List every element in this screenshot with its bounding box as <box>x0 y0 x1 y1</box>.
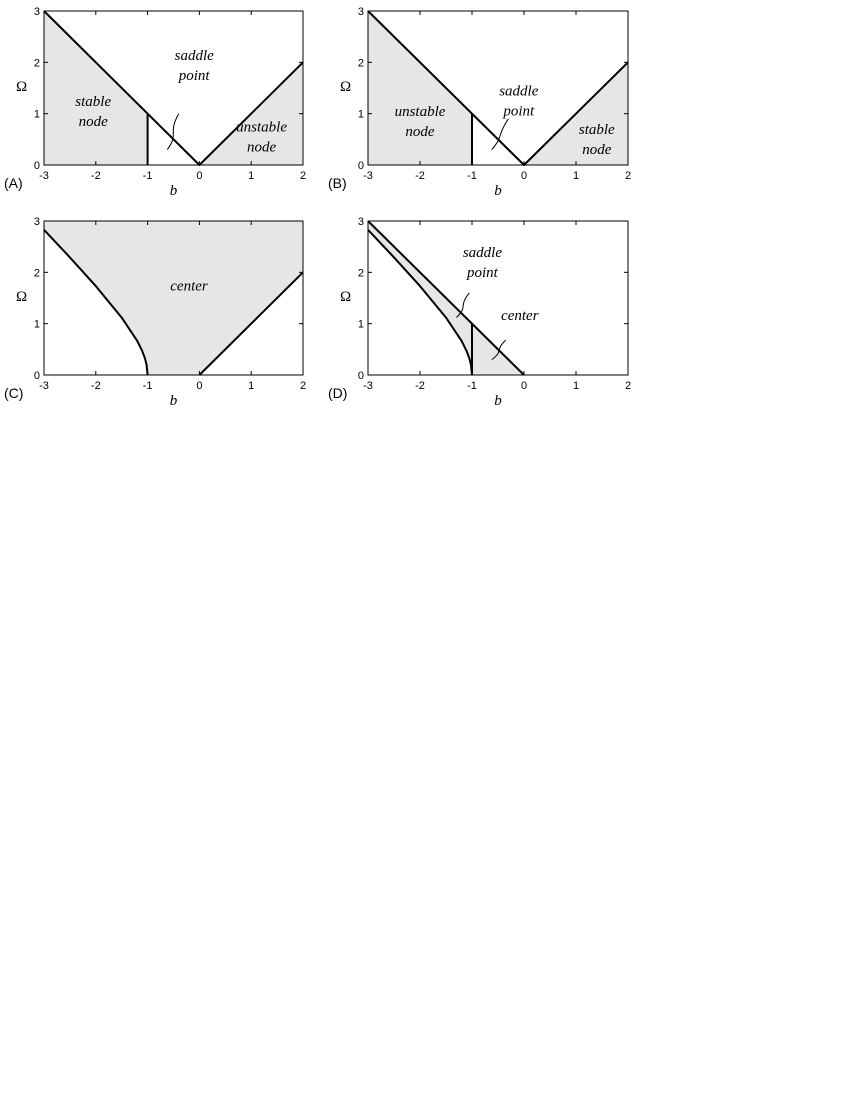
panel-a-region-label-2-line-0: unstable <box>236 119 288 136</box>
panel-a-x-tick-label-5: 2 <box>299 170 307 182</box>
panel-d-region-label-1 <box>501 308 539 324</box>
panel-a-region-label-1-line-0: saddle <box>174 47 214 64</box>
panel-c-regions <box>44 221 303 375</box>
panel-b-y-axis-label: Ω <box>340 79 352 95</box>
panel-d-y-tick-label-3: 3 <box>357 216 364 228</box>
panel-b-region-label-1-line-0: saddle <box>499 83 539 100</box>
panel-a-region-label-0-line-1: node <box>78 114 108 130</box>
panel-c-shaded-region-0 <box>44 221 303 375</box>
panel-c-y-tick-label-0: 0 <box>33 370 40 382</box>
panel-c-x-tick-label-3: 0 <box>196 380 203 392</box>
panel-b-shaded-region-0 <box>368 11 472 165</box>
panel-c-region-label-0-line-0: center <box>170 278 208 295</box>
panel-c-x-axis-label: b <box>169 393 178 409</box>
panel-a-region-label-2-line-1: node <box>247 139 277 156</box>
panel-a-region-label-1 <box>175 48 215 84</box>
panel-b-x-axis-label: b <box>494 183 502 199</box>
panel-c-x-tick-label-2: -1 <box>142 380 153 392</box>
panel-b <box>328 6 631 199</box>
panel-c-y-tick-label-1: 1 <box>33 318 40 331</box>
panel-c-y-axis-label: Ω <box>16 289 28 305</box>
panel-b-y-tick-label-2: 2 <box>357 57 364 70</box>
panel-d-x-tick-label-1: -2 <box>415 380 425 392</box>
panel-b-region-label-2-line-1: node <box>582 142 612 159</box>
panel-b-pointers <box>492 119 509 150</box>
panel-a-y-tick-label-1: 1 <box>33 108 40 121</box>
panel-a-pointers <box>167 114 178 150</box>
panel-c-region-labels <box>170 278 208 294</box>
panel-d-x-tick-label-0: -3 <box>363 380 373 392</box>
panel-d-region-label-0 <box>463 245 503 281</box>
panel-c-x-tick-label-1: -2 <box>90 380 101 392</box>
panel-b-tag: (B) <box>328 175 347 191</box>
panel-a-x-tick-label-4: 1 <box>248 170 255 182</box>
panel-d-y-tick-label-2: 2 <box>357 267 364 280</box>
panel-c-x-tick-label-5: 2 <box>299 380 307 392</box>
panel-a-region-label-0-line-0: stable <box>75 94 112 110</box>
panel-d-x-tick-label-5: 2 <box>624 380 632 392</box>
panel-b-region-label-0-line-0: unstable <box>394 104 446 121</box>
panel-d-region-label-0-line-1: point <box>466 264 498 281</box>
panel-b-x-tick-label-0: -3 <box>363 170 373 182</box>
panel-a-pointer-0 <box>167 114 178 150</box>
panel-a-x-tick-label-0: -3 <box>39 170 49 182</box>
panel-a <box>4 6 306 199</box>
panel-a-x-tick-label-1: -2 <box>90 170 101 182</box>
panel-d-region-label-0-line-0: saddle <box>462 244 502 261</box>
panel-d-y-axis-label: Ω <box>340 289 352 305</box>
panel-c <box>4 216 306 409</box>
panel-b-region-label-1 <box>499 84 539 120</box>
panel-d-y-tick-label-0: 0 <box>357 370 364 382</box>
panel-d-tag: (D) <box>328 385 348 401</box>
panel-a-shaded-region-0 <box>44 11 148 165</box>
panel-b-x-tick-label-3: 0 <box>520 170 528 182</box>
panel-c-region-label-0 <box>170 278 208 294</box>
panel-d-x-tick-label-2: -1 <box>467 380 477 392</box>
panel-d-boundary-curve-1 <box>368 230 472 375</box>
panel-b-x-tick-label-5: 2 <box>624 170 632 182</box>
panel-b-y-tick-label-1: 1 <box>357 108 364 121</box>
panel-c-x-tick-label-4: 1 <box>248 380 255 392</box>
panel-b-x-tick-label-2: -1 <box>467 170 477 182</box>
panel-a-y-tick-label-3: 3 <box>33 6 40 18</box>
panel-d-region-label-1-line-0: center <box>501 308 539 325</box>
panel-c-y-tick-label-3: 3 <box>33 216 40 228</box>
panel-d-x-tick-label-3: 0 <box>520 380 528 392</box>
panel-c-x-tick-label-0: -3 <box>39 380 49 392</box>
panel-d <box>328 216 631 409</box>
panel-d-x-axis-label: b <box>494 393 502 409</box>
panel-b-y-tick-label-0: 0 <box>357 160 364 172</box>
panel-b-region-label-2-line-0: stable <box>578 122 615 139</box>
panel-a-y-axis-label: Ω <box>16 79 28 95</box>
panel-a-region-label-1-line-1: point <box>178 67 210 84</box>
panel-c-y-tick-label-2: 2 <box>33 267 40 280</box>
panel-b-y-tick-label-3: 3 <box>357 6 364 18</box>
panel-d-region-labels <box>463 245 539 324</box>
panel-b-region-label-1-line-1: point <box>503 103 535 120</box>
panel-b-x-tick-label-4: 1 <box>572 170 580 182</box>
panel-c-tag: (C) <box>4 385 24 401</box>
panel-a-y-tick-label-2: 2 <box>33 57 40 70</box>
panel-a-y-tick-label-0: 0 <box>33 160 40 172</box>
panel-b-x-tick-label-1: -2 <box>415 170 425 182</box>
panel-d-x-tick-label-4: 1 <box>572 380 580 392</box>
panel-b-pointer-0 <box>492 119 509 150</box>
panel-a-x-tick-label-3: 0 <box>196 170 203 182</box>
panel-a-tag: (A) <box>4 175 23 191</box>
panel-b-region-label-0-line-1: node <box>405 124 435 141</box>
panel-d-y-tick-label-1: 1 <box>357 318 364 331</box>
panel-a-x-tick-label-2: -1 <box>142 170 153 182</box>
panel-a-x-axis-label: b <box>169 183 178 199</box>
